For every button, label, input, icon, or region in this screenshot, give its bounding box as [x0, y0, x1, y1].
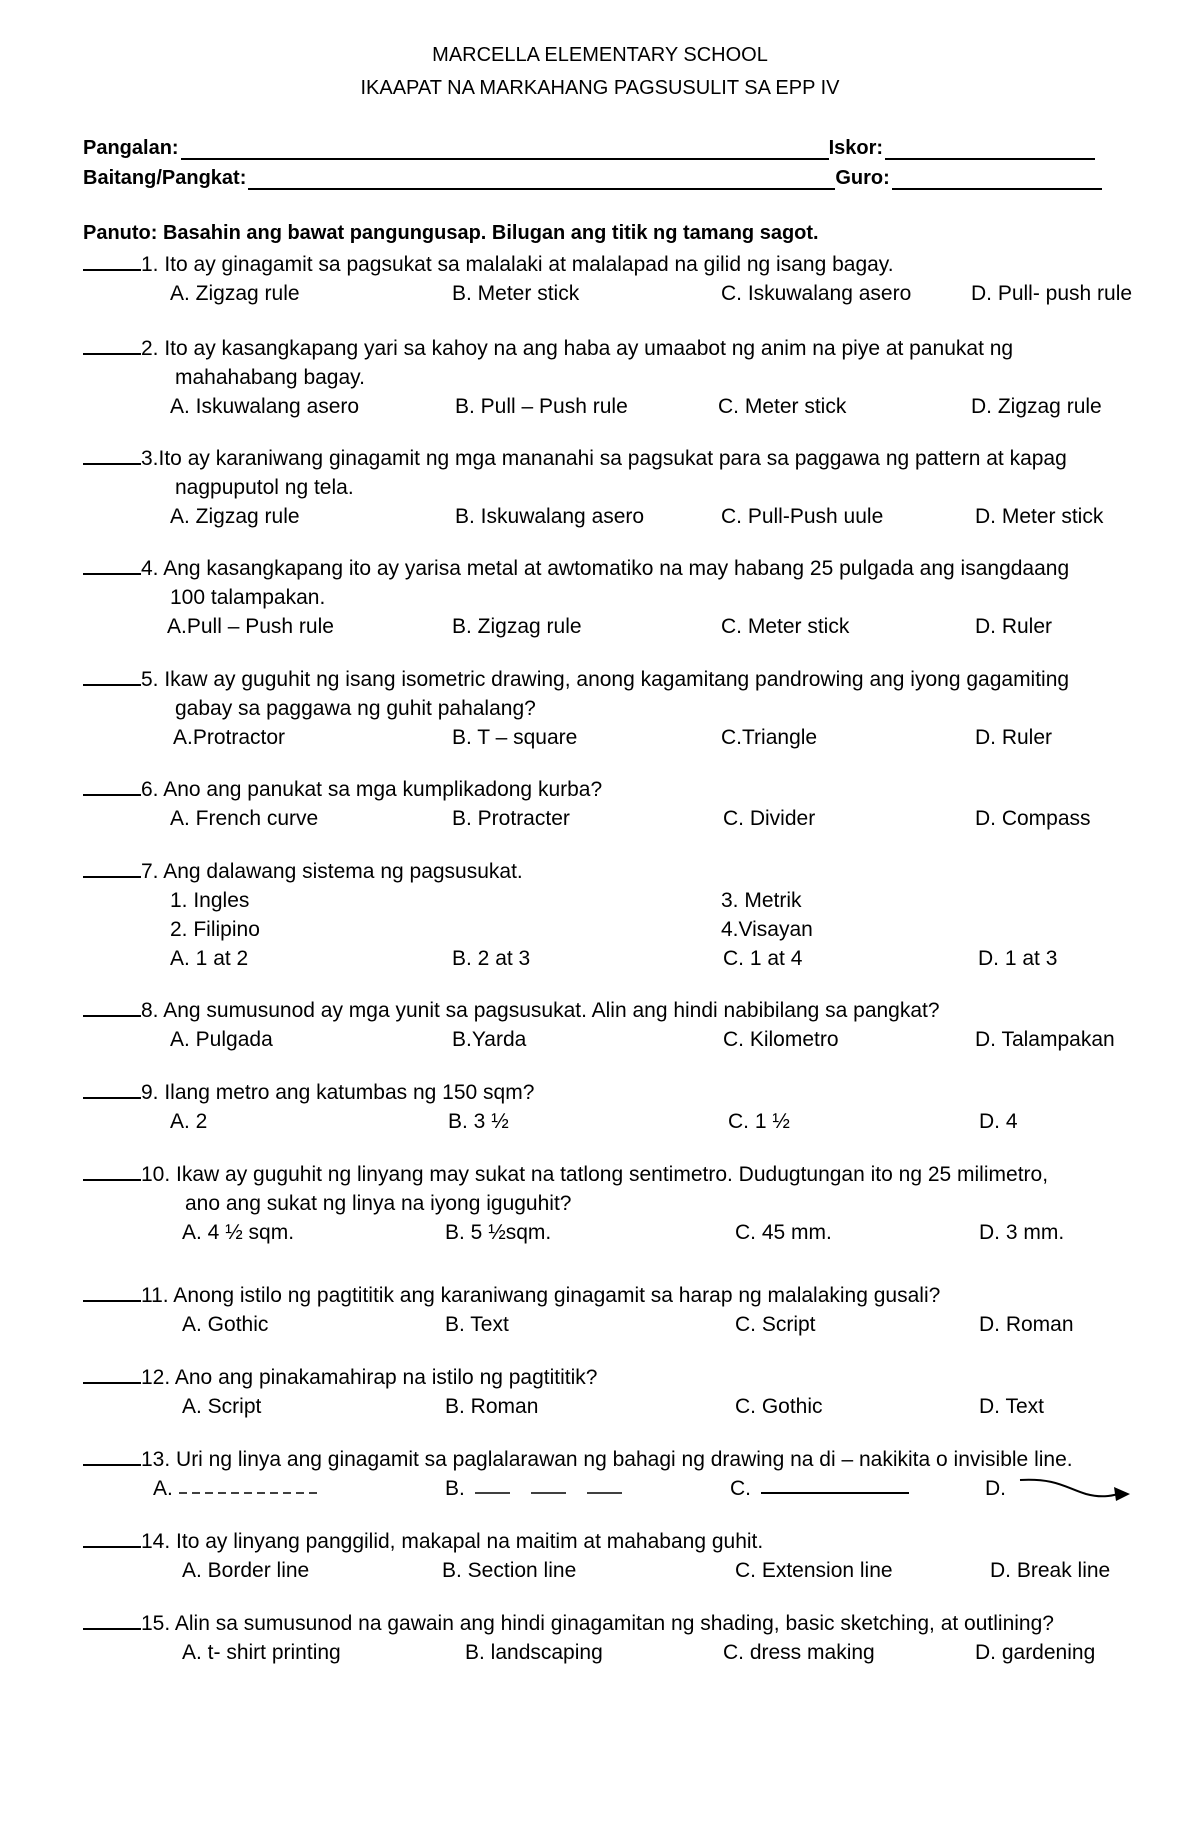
question-text-continued: gabay sa paggawa ng guhit pahalang?: [175, 697, 536, 720]
question-text: 11. Anong istilo ng pagtititik ang karaniwang ginagamit sa harap ng malalaking gusali?: [141, 1284, 941, 1307]
choice-label: D.: [985, 1477, 1006, 1500]
choice-label: C.Triangle: [721, 726, 818, 749]
choice-b[interactable]: [455, 392, 628, 421]
choice-c[interactable]: [723, 1638, 875, 1667]
choice-label: B. Text: [445, 1313, 509, 1336]
choice-label: B. Protracter: [452, 807, 570, 830]
choice-row: [83, 804, 1163, 833]
choice-label: B.: [445, 1477, 465, 1500]
sub-item: 4.Visayan: [721, 918, 813, 941]
choice-d[interactable]: [975, 1638, 1095, 1667]
question-5: [83, 665, 1163, 752]
choice-a[interactable]: [182, 1392, 261, 1421]
choice-label: B. Roman: [445, 1395, 539, 1418]
choice-row: [83, 1025, 1163, 1054]
choice-row: [83, 1474, 1163, 1503]
choice-label: B. Zigzag rule: [452, 615, 582, 638]
choice-label: C. Script: [735, 1313, 816, 1336]
choice-label: B. 2 at 3: [452, 947, 531, 970]
student-info-fields: [83, 130, 1113, 190]
question-text-continued: mahahabang bagay.: [175, 366, 365, 389]
question-text: 8. Ang sumusunod ay mga yunit sa pagsusukat. Alin ang hindi nabibilang sa pangkat?: [141, 999, 940, 1022]
answer-blank[interactable]: [83, 997, 141, 1017]
question-12: [83, 1363, 1163, 1421]
choice-a[interactable]: [182, 1310, 268, 1339]
choice-label: D. Ruler: [975, 726, 1053, 749]
answer-blank[interactable]: [83, 776, 141, 796]
choice-b[interactable]: [448, 1107, 509, 1136]
choice-row: [83, 1310, 1163, 1339]
choice-b[interactable]: [452, 723, 577, 752]
instructions: Panuto: Basahin ang bawat pangungusap. Bilugan ang titik ng tamang sagot.: [83, 222, 819, 244]
choice-label: D. Break line: [990, 1559, 1111, 1582]
name-label: Pangalan:: [83, 137, 179, 159]
question-9: [83, 1078, 1163, 1136]
choice-label: A. 4 ½ sqm.: [182, 1221, 295, 1244]
choice-label: C. dress making: [723, 1641, 875, 1664]
question-11: [83, 1281, 1163, 1339]
choice-label: D. 3 mm.: [979, 1221, 1065, 1244]
choice-label: A. Pulgada: [170, 1028, 273, 1051]
answer-blank[interactable]: [83, 555, 141, 575]
choice-label: B. landscaping: [465, 1641, 603, 1664]
grade-field[interactable]: [248, 168, 835, 190]
choice-label: D. Meter stick: [975, 505, 1104, 528]
question-text: 10. Ikaw ay guguhit ng linyang may sukat na tatlong sentimetro. Dudugtungan ito ng 25 milimetro,: [141, 1163, 1049, 1186]
choice-d[interactable]: [971, 392, 1102, 421]
choice-row: [83, 502, 1163, 531]
choice-a[interactable]: [170, 279, 300, 308]
exam-title: IKAAPAT NA MARKAHANG PAGSUSULIT SA EPP IV: [360, 77, 840, 99]
choice-b[interactable]: [452, 612, 582, 641]
choice-c[interactable]: [721, 279, 911, 308]
choice-b[interactable]: [452, 1025, 526, 1054]
answer-blank[interactable]: [83, 1282, 141, 1302]
choice-c[interactable]: [735, 1556, 893, 1585]
choice-label: C.: [730, 1477, 751, 1500]
choice-c[interactable]: [721, 502, 883, 531]
choice-label: B. 5 ½sqm.: [445, 1221, 552, 1244]
question-10: [83, 1160, 1163, 1247]
answer-blank[interactable]: [83, 1364, 141, 1384]
choice-label: C. 45 mm.: [735, 1221, 832, 1244]
answer-blank[interactable]: [83, 858, 141, 878]
teacher-field[interactable]: [892, 168, 1102, 190]
question-15: [83, 1609, 1163, 1667]
choice-label: C. Meter stick: [721, 615, 850, 638]
choice-a[interactable]: [173, 723, 285, 752]
choice-row: [83, 723, 1163, 752]
choice-b[interactable]: [445, 1474, 625, 1503]
school-name: MARCELLA ELEMENTARY SCHOOL: [432, 44, 768, 66]
question-text: 4. Ang kasangkapang ito ay yarisa metal at awtomatiko na may habang 25 pulgada ang isangdaang: [141, 557, 1070, 580]
choice-a[interactable]: [170, 392, 359, 421]
choice-b[interactable]: [452, 944, 530, 973]
choice-label: A. Border line: [182, 1559, 310, 1582]
choice-label: C. Pull-Push uule: [721, 505, 884, 528]
question-text: 2. Ito ay kasangkapang yari sa kahoy na ang haba ay umaabot ng anim na piye at panukat ng: [141, 337, 1014, 360]
choice-c[interactable]: [721, 723, 817, 752]
choice-label: C. 1 ½: [728, 1110, 790, 1133]
question-8: [83, 996, 1163, 1054]
choice-label: A. French curve: [170, 807, 319, 830]
choice-c[interactable]: [728, 1107, 790, 1136]
choice-label: A. 2: [170, 1110, 208, 1133]
choice-label: D. Zigzag rule: [971, 395, 1102, 418]
question-text: 6. Ano ang panukat sa mga kumplikadong kurba?: [141, 778, 603, 801]
score-label: Iskor:: [828, 137, 884, 159]
question-text: 13. Uri ng linya ang ginagamit sa paglalarawan ng bahagi ng drawing na di – nakikita o invisible line.: [141, 1448, 1073, 1471]
choice-label: D. 4: [979, 1110, 1018, 1133]
answer-blank[interactable]: [83, 335, 141, 355]
question-1: [83, 250, 1163, 308]
choice-label: C. Iskuwalang asero: [721, 282, 912, 305]
score-field[interactable]: [885, 138, 1095, 160]
answer-blank[interactable]: [83, 1610, 141, 1630]
choice-d[interactable]: [979, 1218, 1064, 1247]
choice-c[interactable]: [735, 1310, 816, 1339]
choice-row: [83, 1638, 1163, 1667]
question-text: 3.Ito ay karaniwang ginagamit ng mga mananahi sa pagsukat para sa paggawa ng pattern at kapag: [141, 447, 1067, 470]
choice-label: C. Divider: [723, 807, 816, 830]
choice-label: C. Gothic: [735, 1395, 823, 1418]
choice-label: B. Section line: [442, 1559, 577, 1582]
choice-label: A.: [153, 1477, 173, 1500]
answer-blank[interactable]: [83, 666, 141, 686]
choice-label: A. Zigzag rule: [170, 505, 300, 528]
choice-c[interactable]: [735, 1392, 823, 1421]
choice-row: [83, 1556, 1163, 1585]
choice-b[interactable]: [445, 1218, 551, 1247]
choice-d[interactable]: [978, 944, 1057, 973]
question-4: [83, 554, 1163, 641]
choice-d[interactable]: [975, 1025, 1115, 1054]
question-text-continued: nagpuputol ng tela.: [175, 476, 354, 499]
choice-label: B. Pull – Push rule: [455, 395, 628, 418]
choice-c[interactable]: [730, 1474, 911, 1503]
choice-label: D. Text: [979, 1395, 1044, 1418]
choice-label: A. Zigzag rule: [170, 282, 300, 305]
choice-label: D. Roman: [979, 1313, 1074, 1336]
answer-blank[interactable]: [83, 1079, 141, 1099]
question-13: [83, 1445, 1163, 1503]
choice-d[interactable]: [971, 279, 1132, 308]
choice-d[interactable]: [975, 804, 1091, 833]
choice-label: A. Iskuwalang asero: [170, 395, 360, 418]
center-line-sample: [465, 1479, 625, 1499]
choice-label: A. t- shirt printing: [182, 1641, 341, 1664]
choice-b[interactable]: [442, 1556, 576, 1585]
question-3: [83, 444, 1163, 531]
choice-d[interactable]: [979, 1310, 1074, 1339]
choice-b[interactable]: [455, 502, 644, 531]
choice-d[interactable]: [975, 502, 1103, 531]
teacher-label: Guro:: [835, 167, 890, 189]
choice-label: B. 3 ½: [448, 1110, 509, 1133]
question-text: 7. Ang dalawang sistema ng pagsusukat.: [141, 860, 523, 883]
choice-label: B.Yarda: [452, 1028, 527, 1051]
choice-a[interactable]: [182, 1218, 294, 1247]
solid-line-sample: [751, 1479, 911, 1499]
choice-b[interactable]: [445, 1310, 509, 1339]
choice-c[interactable]: [723, 804, 815, 833]
question-text: 14. Ito ay linyang panggilid, makapal na maitim at mahabang guhit.: [141, 1530, 764, 1553]
choice-row: [83, 944, 1163, 973]
choice-row: [83, 279, 1163, 308]
choice-c[interactable]: [721, 612, 849, 641]
choice-c[interactable]: [718, 392, 846, 421]
sub-item: 2. Filipino: [170, 918, 260, 941]
choice-label: B. T – square: [452, 726, 578, 749]
choice-label: A. Script: [182, 1395, 262, 1418]
answer-blank[interactable]: [83, 1446, 141, 1466]
choice-d[interactable]: [975, 612, 1052, 641]
question-text: 5. Ikaw ay guguhit ng isang isometric drawing, anong kagamitang pandrowing ang iyong gagamiting: [141, 668, 1070, 691]
choice-row: [83, 392, 1163, 421]
question-text-continued: ano ang sukat ng linya na iyong iguguhit?: [185, 1192, 572, 1215]
sub-item: 1. Ingles: [170, 889, 250, 912]
choice-a[interactable]: [170, 944, 248, 973]
question-6: [83, 775, 1163, 833]
hidden-line-sample: [173, 1479, 323, 1499]
choice-a[interactable]: [170, 804, 318, 833]
choice-a[interactable]: [153, 1474, 323, 1503]
question-14: [83, 1527, 1163, 1585]
choice-a[interactable]: [167, 612, 334, 641]
choice-label: A. 1 at 2: [170, 947, 249, 970]
choice-a[interactable]: [182, 1556, 309, 1585]
choice-d[interactable]: [979, 1107, 1018, 1136]
choice-row: [83, 1218, 1163, 1247]
name-field[interactable]: [181, 138, 829, 160]
choice-label: A. Gothic: [182, 1313, 269, 1336]
choice-b[interactable]: [452, 279, 579, 308]
choice-c[interactable]: [723, 1025, 839, 1054]
choice-d[interactable]: [975, 723, 1052, 752]
question-text: 9. Ilang metro ang katumbas ng 150 sqm?: [141, 1081, 535, 1104]
answer-blank[interactable]: [83, 1528, 141, 1548]
choice-a[interactable]: [170, 502, 300, 531]
choice-c[interactable]: [723, 944, 802, 973]
answer-blank[interactable]: [83, 1161, 141, 1181]
choice-b[interactable]: [445, 1392, 538, 1421]
choice-row: [83, 612, 1163, 641]
choice-d[interactable]: [979, 1392, 1044, 1421]
choice-label: B. Meter stick: [452, 282, 580, 305]
answer-blank[interactable]: [83, 251, 141, 271]
question-text-continued: 100 talampakan.: [170, 586, 326, 609]
choice-label: D. Compass: [975, 807, 1091, 830]
choice-label: B. Iskuwalang asero: [455, 505, 645, 528]
choice-row: [83, 1392, 1163, 1421]
choice-a[interactable]: [170, 1025, 273, 1054]
choice-label: A.Pull – Push rule: [167, 615, 334, 638]
choice-label: C. Extension line: [735, 1559, 893, 1582]
choice-d[interactable]: [985, 1474, 1136, 1504]
choice-c[interactable]: [735, 1218, 832, 1247]
question-2: [83, 334, 1163, 421]
choice-b[interactable]: [465, 1638, 603, 1667]
question-text: 15. Alin sa sumusunod na gawain ang hindi ginagamitan ng shading, basic sketching, at outlining?: [141, 1612, 1054, 1635]
grade-label: Baitang/Pangkat:: [83, 167, 247, 189]
choice-a[interactable]: [182, 1638, 341, 1667]
choice-label: C. Kilometro: [723, 1028, 839, 1051]
arrow-line-sample: [1006, 1474, 1136, 1504]
choice-label: D. Ruler: [975, 615, 1053, 638]
choice-label: D. gardening: [975, 1641, 1096, 1664]
choice-label: C. 1 at 4: [723, 947, 803, 970]
choice-row: [83, 1107, 1163, 1136]
choice-label: D. 1 at 3: [978, 947, 1058, 970]
choice-a[interactable]: [170, 1107, 207, 1136]
choice-label: C. Meter stick: [718, 395, 847, 418]
choice-b[interactable]: [452, 804, 570, 833]
choice-d[interactable]: [990, 1556, 1110, 1585]
question-7: [83, 857, 1163, 973]
choice-label: D. Talampakan: [975, 1028, 1115, 1051]
answer-blank[interactable]: [83, 445, 141, 465]
question-text: 12. Ano ang pinakamahirap na istilo ng pagtititik?: [141, 1366, 598, 1389]
choice-label: D. Pull- push rule: [971, 282, 1133, 305]
sub-item: 3. Metrik: [721, 889, 802, 912]
question-text: 1. Ito ay ginagamit sa pagsukat sa malalaki at malalapad na gilid ng isang bagay.: [141, 253, 894, 276]
choice-label: A.Protractor: [173, 726, 286, 749]
